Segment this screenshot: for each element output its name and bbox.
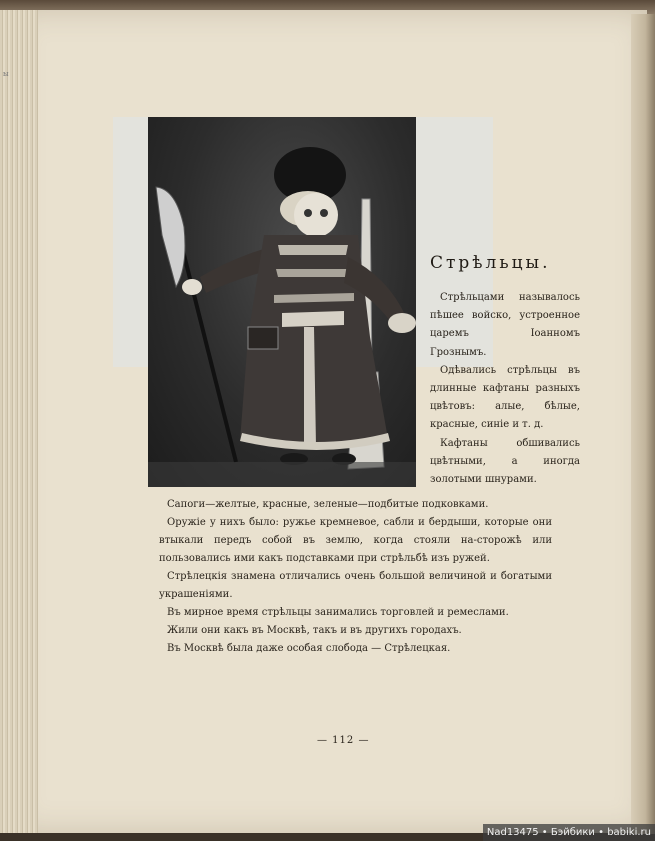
body-paragraph: Жили они какъ въ Москвѣ, такъ и въ другихъ городахъ. <box>167 625 462 636</box>
body-text <box>159 496 552 658</box>
side-paragraph: Одѣвались стрѣльцы въ длинные кафтаны разныхъ цвѣтовъ: алые, бѣлые, красные, синіе и т. д. <box>430 364 580 431</box>
page-stack-left <box>0 10 38 833</box>
side-column-text <box>430 289 580 489</box>
body-paragraph: Въ Москвѣ была даже особая слобода — Стрѣлецкая. <box>167 643 451 654</box>
doll-photograph <box>148 117 416 487</box>
body-paragraph: Оружіе у нихъ было: ружье кремневое, сабли и бердыши, которые они втыкали передъ собой въ землю, когда стояли на-сторожѣ или пользовались ими какъ подставками при стрѣльбѣ изъ ружей. <box>159 517 552 564</box>
body-paragraph: Въ мирное время стрѣльцы занимались торговлей и ремеслами. <box>167 607 509 618</box>
page-edge-right <box>631 14 655 834</box>
body-paragraph: Сапоги—желтые, красные, зеленые—подбитые подковками. <box>167 499 489 510</box>
side-paragraph: Стрѣльцами называлось пѣшее войско, устроенное царемъ Іоанномъ Грознымъ. <box>430 292 580 358</box>
doll-illustration <box>148 117 416 487</box>
body-paragraph: Стрѣлецкія знамена отличались очень большой величиной и богатыми украшеніями. <box>159 571 552 600</box>
margin-mark: ы <box>3 70 9 78</box>
section-title: Стрѣльцы. <box>430 253 551 273</box>
side-paragraph: Кафтаны обшивались цвѣтными, а иногда золотыми шнурами. <box>430 437 580 486</box>
page-number: — 112 — <box>317 735 370 746</box>
watermark-caption: Nad13475 • Бэйбики • babiki.ru <box>483 824 655 841</box>
